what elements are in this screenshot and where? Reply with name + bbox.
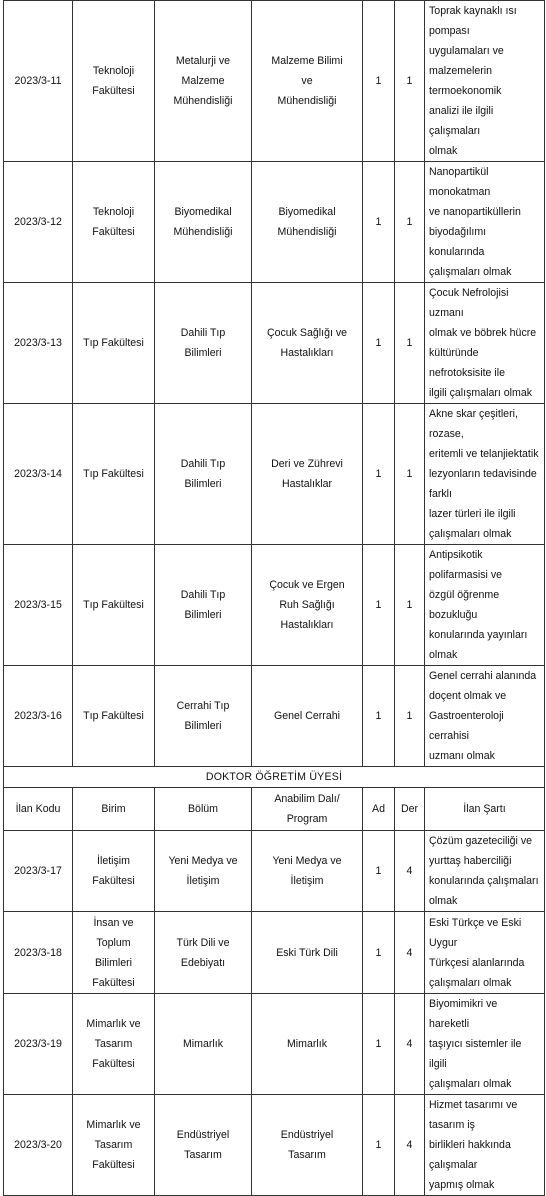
program-cell: Çocuk ve Ergen Ruh Sağlığı Hastalıkları bbox=[252, 545, 363, 666]
section-title-row bbox=[4, 767, 545, 788]
ilan-sarti-cell: Hizmet tasarımı ve tasarım iş birlikleri hakkında çalışmalar yapmış olmak bbox=[425, 1095, 545, 1196]
ad-cell: 1 bbox=[363, 831, 395, 912]
header-bolum: Bölüm bbox=[155, 788, 252, 831]
ilan-kodu-cell: 2023/3-13 bbox=[4, 283, 73, 404]
ilan-sarti-cell: Genel cerrahi alanında doçent olmak ve Gastroenteroloji cerrahisi uzmanı olmak bbox=[425, 666, 545, 767]
program-cell: Biyomedikal Mühendisliği bbox=[252, 162, 363, 283]
ad-cell: 1 bbox=[363, 162, 395, 283]
program-cell: Deri ve Zührevi Hastalıklar bbox=[252, 404, 363, 545]
section-title: DOKTOR ÖĞRETİM ÜYESİ bbox=[4, 767, 545, 788]
table-row bbox=[4, 545, 545, 666]
job-listing-table bbox=[3, 0, 545, 1196]
ilan-kodu-cell: 2023/3-17 bbox=[4, 831, 73, 912]
der-cell: 1 bbox=[395, 283, 425, 404]
der-cell: 1 bbox=[395, 1, 425, 162]
header-ad: Ad bbox=[363, 788, 395, 831]
ilan-sarti-cell: Toprak kaynaklı ısı pompası uygulamaları ve malzemelerin termoekonomik analizi ile ilgili çalışmaları olmak bbox=[425, 1, 545, 162]
der-cell: 4 bbox=[395, 912, 425, 994]
program-cell: Yeni Medya ve İletişim bbox=[252, 831, 363, 912]
program-cell: Genel Cerrahi bbox=[252, 666, 363, 767]
bolum-cell: Yeni Medya ve İletişim bbox=[155, 831, 252, 912]
ad-cell: 1 bbox=[363, 994, 395, 1095]
der-cell: 1 bbox=[395, 162, 425, 283]
der-cell: 4 bbox=[395, 994, 425, 1095]
ilan-kodu-cell: 2023/3-12 bbox=[4, 162, 73, 283]
table-row bbox=[4, 1, 545, 162]
bolum-cell: Endüstriyel Tasarım bbox=[155, 1095, 252, 1196]
table-row bbox=[4, 666, 545, 767]
ilan-kodu-cell: 2023/3-14 bbox=[4, 404, 73, 545]
ilan-kodu-cell: 2023/3-11 bbox=[4, 1, 73, 162]
birim-cell: Tıp Fakültesi bbox=[73, 404, 155, 545]
bolum-cell: Biyomedikal Mühendisliği bbox=[155, 162, 252, 283]
ilan-sarti-cell: Biyomimikri ve hareketli taşıyıcı sistemler ile ilgili çalışmaları olmak bbox=[425, 994, 545, 1095]
ad-cell: 1 bbox=[363, 283, 395, 404]
table-row bbox=[4, 912, 545, 994]
birim-cell: Tıp Fakültesi bbox=[73, 666, 155, 767]
header-birim: Birim bbox=[73, 788, 155, 831]
ad-cell: 1 bbox=[363, 404, 395, 545]
ilan-sarti-cell: Nanopartikül monokatman ve nanopartiküllerin biyodağılımı konularında çalışmaları olmak bbox=[425, 162, 545, 283]
birim-cell: Teknoloji Fakültesi bbox=[73, 162, 155, 283]
table-row bbox=[4, 162, 545, 283]
header-row bbox=[4, 788, 545, 831]
birim-cell: Mimarlık ve Tasarım Fakültesi bbox=[73, 994, 155, 1095]
header-program: Anabilim Dalı/ Program bbox=[252, 788, 363, 831]
table-row bbox=[4, 1095, 545, 1196]
birim-cell: İnsan ve Toplum Bilimleri Fakültesi bbox=[73, 912, 155, 994]
ilan-sarti-cell: Antipsikotik polifarmasisi ve özgül öğrenme bozukluğu konularında yayınları olmak bbox=[425, 545, 545, 666]
ilan-sarti-cell: Çocuk Nefrolojisi uzmanı olmak ve böbrek hücre kültüründe nefrotoksisite ile ilgili çalışmaları olmak bbox=[425, 283, 545, 404]
ilan-kodu-cell: 2023/3-16 bbox=[4, 666, 73, 767]
ad-cell: 1 bbox=[363, 545, 395, 666]
program-cell: Mimarlık bbox=[252, 994, 363, 1095]
ilan-sarti-cell: Çözüm gazeteciliği ve yurttaş haberciliği konularında çalışmaları olmak bbox=[425, 831, 545, 912]
bolum-cell: Türk Dili ve Edebiyatı bbox=[155, 912, 252, 994]
ilan-sarti-cell: Akne skar çeşitleri, rozase, eritemli ve telanjiektatik lezyonların tedavisinde farklı lazer türleri ile ilgili çalışmaları olmak bbox=[425, 404, 545, 545]
header-ilan-sarti: İlan Şartı bbox=[425, 788, 545, 831]
ad-cell: 1 bbox=[363, 666, 395, 767]
bolum-cell: Mimarlık bbox=[155, 994, 252, 1095]
birim-cell: Teknoloji Fakültesi bbox=[73, 1, 155, 162]
program-cell: Eski Türk Dili bbox=[252, 912, 363, 994]
bolum-cell: Dahili Tıp Bilimleri bbox=[155, 283, 252, 404]
ad-cell: 1 bbox=[363, 1095, 395, 1196]
ilan-kodu-cell: 2023/3-20 bbox=[4, 1095, 73, 1196]
table-row bbox=[4, 404, 545, 545]
ilan-sarti-cell: Eski Türkçe ve Eski Uygur Türkçesi alanlarında çalışmaları olmak bbox=[425, 912, 545, 994]
der-cell: 1 bbox=[395, 666, 425, 767]
der-cell: 4 bbox=[395, 1095, 425, 1196]
ilan-kodu-cell: 2023/3-19 bbox=[4, 994, 73, 1095]
der-cell: 4 bbox=[395, 831, 425, 912]
ilan-kodu-cell: 2023/3-18 bbox=[4, 912, 73, 994]
program-cell: Endüstriyel Tasarım bbox=[252, 1095, 363, 1196]
birim-cell: İletişim Fakültesi bbox=[73, 831, 155, 912]
bolum-cell: Dahili Tıp Bilimleri bbox=[155, 545, 252, 666]
der-cell: 1 bbox=[395, 404, 425, 545]
bolum-cell: Dahili Tıp Bilimleri bbox=[155, 404, 252, 545]
program-cell: Çocuk Sağlığı ve Hastalıkları bbox=[252, 283, 363, 404]
bolum-cell: Metalurji ve Malzeme Mühendisliği bbox=[155, 1, 252, 162]
ad-cell: 1 bbox=[363, 1, 395, 162]
table-row bbox=[4, 994, 545, 1095]
birim-cell: Tıp Fakültesi bbox=[73, 545, 155, 666]
header-ilan-kodu: İlan Kodu bbox=[4, 788, 73, 831]
table-row bbox=[4, 283, 545, 404]
birim-cell: Mimarlık ve Tasarım Fakültesi bbox=[73, 1095, 155, 1196]
table-row bbox=[4, 831, 545, 912]
ad-cell: 1 bbox=[363, 912, 395, 994]
program-cell: Malzeme Bilimi ve Mühendisliği bbox=[252, 1, 363, 162]
header-der: Der bbox=[395, 788, 425, 831]
bolum-cell: Cerrahi Tıp Bilimleri bbox=[155, 666, 252, 767]
birim-cell: Tıp Fakültesi bbox=[73, 283, 155, 404]
ilan-kodu-cell: 2023/3-15 bbox=[4, 545, 73, 666]
der-cell: 1 bbox=[395, 545, 425, 666]
